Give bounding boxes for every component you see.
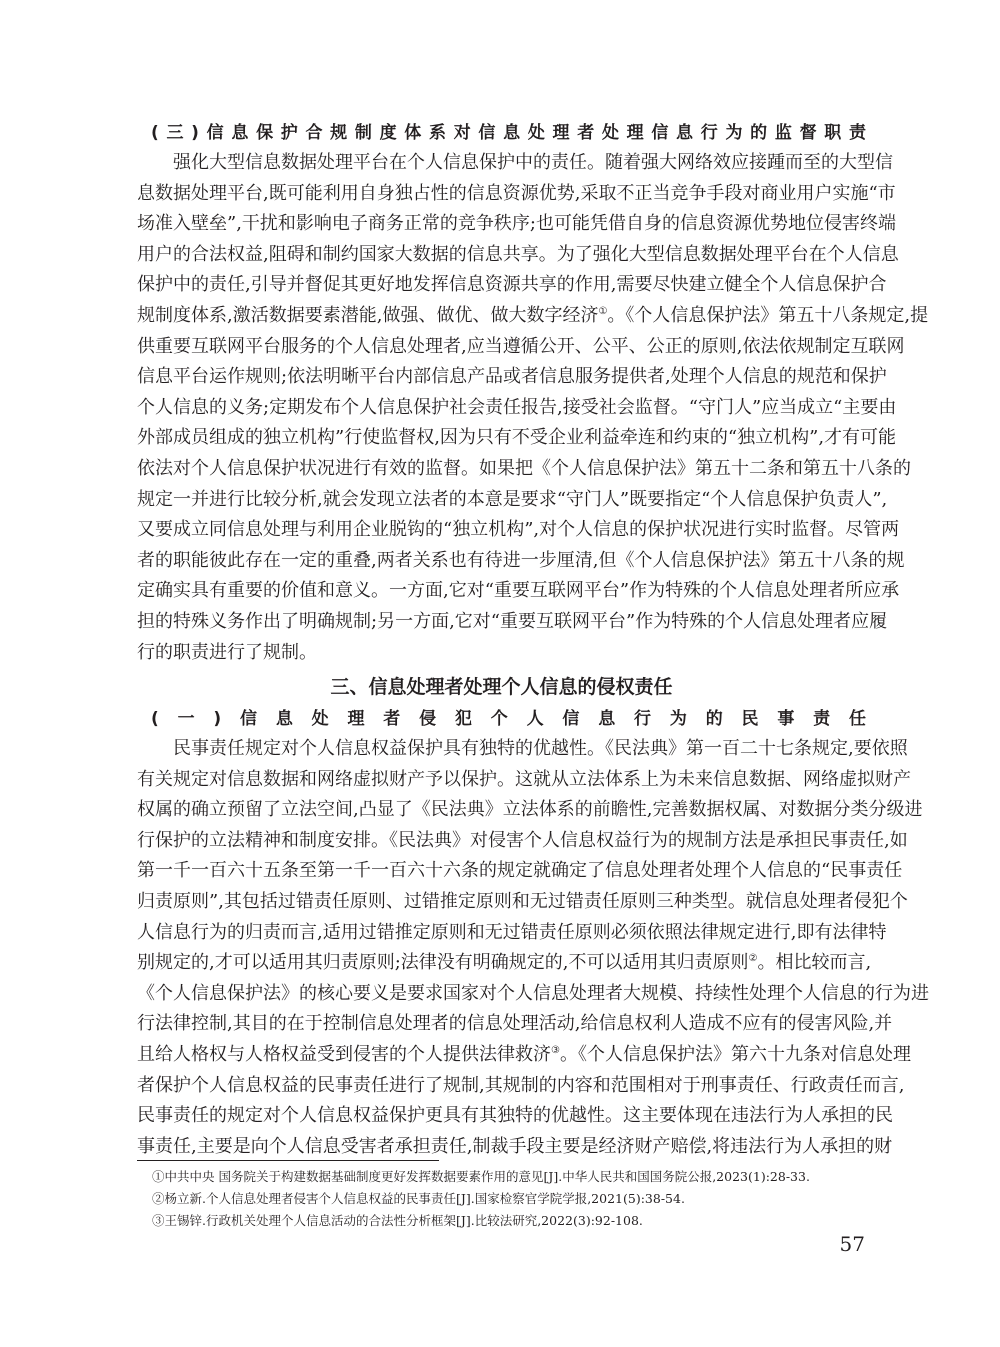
- text-line: 第一千一百六十五条至第一千一百六十六条的规定就确定了信息处理者处理个人信息的“民事责任: [137, 860, 903, 882]
- text-line: 行保护的立法精神和制度安排。《民法典》对侵害个人信息权益行为的规制方法是承担民事责任,如: [137, 829, 908, 851]
- footnote-1: ①中共中央 国务院关于构建数据基础制度更好发挥数据要素作用的意见[J].中华人民共和国国务院公报,2023(1):28-33.: [152, 1169, 810, 1184]
- paragraph-civil-liability: [137, 734, 929, 1162]
- subsection-title: (三)信息保护合规制度体系对信息处理者处理信息行为的监督职责: [151, 123, 866, 143]
- footnote-marker[interactable]: ②: [748, 953, 758, 965]
- footnote-marker[interactable]: ③: [551, 1044, 560, 1056]
- text-line: 行法律控制,其目的在于控制信息处理者的信息处理活动,给信息权利人造成不应有的侵害风险,并: [137, 1013, 893, 1035]
- section-title: 三、信息处理者处理个人信息的侵权责任: [330, 676, 673, 698]
- text-line: 场准入壁垒”,干扰和影响电子商务正常的竞争秩序;也可能凭借自身的信息资源优势地位侵害终端: [137, 213, 896, 235]
- subsection-heading-1: [137, 704, 866, 734]
- text-line: 有关规定对信息数据和网络虚拟财产予以保护。这就从立法体系上为未来信息数据、网络虚拟财产: [137, 768, 911, 790]
- text-line: 信息平台运作规则;依法明晰平台内部信息产品或者信息服务提供者,处理个人信息的规范和保护: [137, 366, 887, 388]
- text-line: 民事责任规定对个人信息权益保护具有独特的优越性。《民法典》第一百二十七条规定,要依照: [173, 738, 908, 759]
- footnote-marker[interactable]: ①: [598, 305, 608, 317]
- text-line: 且给人格权与人格权益受到侵害的个人提供法律救济③。《个人信息保护法》第六十九条对信息处理: [137, 1043, 911, 1065]
- text-line: 归责原则”,其包括过错责任原则、过错推定原则和无过错责任原则三种类型。就信息处理者侵犯个: [137, 890, 908, 912]
- paragraph-supervision: [137, 148, 929, 668]
- footnote-2: ②杨立新.个人信息处理者侵害个人信息权益的民事责任[J].国家检察官学院学报,2021(5):38-54.: [152, 1191, 685, 1206]
- page-number: 57: [839, 1232, 865, 1256]
- text-line: 规制度体系,激活数据要素潜能,做强、做优、做大数字经济①。《个人信息保护法》第五十八条规定,提: [137, 304, 929, 326]
- text-line: 者保护个人信息权益的民事责任进行了规制,其规制的内容和范围相对于刑事责任、行政责任而言,: [137, 1074, 905, 1096]
- text-line: 外部成员组成的独立机构”行使监督权,因为只有不受企业利益牵连和约束的“独立机构”,才有可能: [137, 427, 897, 449]
- text-line: 权属的确立预留了立法空间,凸显了《民法典》立法体系的前瞻性,完善数据权属、对数据分类分级进: [137, 799, 923, 821]
- text-line: 个人信息的义务;定期发布个人信息保护社会责任报告,接受社会监督。“守门人”应当成立“主要由: [137, 396, 897, 418]
- text-line: 供重要互联网平台服务的个人信息处理者,应当遵循公开、公平、公正的原则,依法依规制定互联网: [137, 335, 905, 357]
- text-line: 息数据处理平台,既可能利用自身独占性的信息资源优势,采取不正当竞争手段对商业用户实施“市: [137, 182, 896, 204]
- text-line: 依法对个人信息保护状况进行有效的监督。如果把《个人信息保护法》第五十二条和第五十八条的: [137, 457, 911, 479]
- footnote-3: ③王锡锌.行政机关处理个人信息活动的合法性分析框架[J].比较法研究,2022(3):92-108.: [152, 1213, 643, 1228]
- text-line: 行的职责进行了规制。: [137, 641, 317, 663]
- text-line: 强化大型信息数据处理平台在个人信息保护中的责任。随着强大网络效应接踵而至的大型信: [173, 152, 893, 173]
- text-line: 民事责任的规定对个人信息权益保护更具有其独特的优越性。这主要体现在违法行为人承担的民: [137, 1105, 893, 1127]
- text-line: 事责任,主要是向个人信息受害者承担责任,制裁手段主要是经济财产赔偿,将违法行为人承担的财: [137, 1135, 893, 1157]
- footnote-divider: [137, 1160, 439, 1161]
- text-line: 又要成立同信息处理与利用企业脱钩的“独立机构”,对个人信息的保护状况进行实时监督。尽管两: [137, 519, 900, 541]
- text-line: 定确实具有重要的价值和意义。一方面,它对“重要互联网平台”作为特殊的个人信息处理者所应承: [137, 580, 900, 602]
- text-line: 用户的合法权益,阻碍和制约国家大数据的信息共享。为了强化大型信息数据处理平台在个人信息: [137, 243, 899, 265]
- text-line: 保护中的责任,引导并督促其更好地发挥信息资源共享的作用,需要尽快建立健全个人信息保护合: [137, 274, 887, 296]
- text-line: 者的职能彼此存在一定的重叠,两者关系也有待进一步厘清,但《个人信息保护法》第五十八条的规: [137, 549, 905, 571]
- text-line: 规定一并进行比较分析,就会发现立法者的本意是要求“守门人”既要指定“个人信息保护负责人”,: [137, 488, 888, 510]
- text-line: 《个人信息保护法》的核心要义是要求国家对个人信息处理者大规模、持续性处理个人信息的行为进: [137, 982, 929, 1004]
- text-line: 别规定的,才可以适用其归责原则;法律没有明确规定的,不可以适用其归责原则②。相比较而言,: [137, 952, 872, 974]
- subsection-heading-3: [137, 118, 866, 148]
- text-line: 担的特殊义务作出了明确规制;另一方面,它对“重要互联网平台”作为特殊的个人信息处理者应履: [137, 610, 888, 632]
- subsection-title: (一)信息处理者侵犯个人信息行为的民事责任: [151, 709, 866, 729]
- text-line: 人信息行为的归责而言,适用过错推定原则和无过错责任原则必须依照法律规定进行,即有法律特: [137, 921, 887, 943]
